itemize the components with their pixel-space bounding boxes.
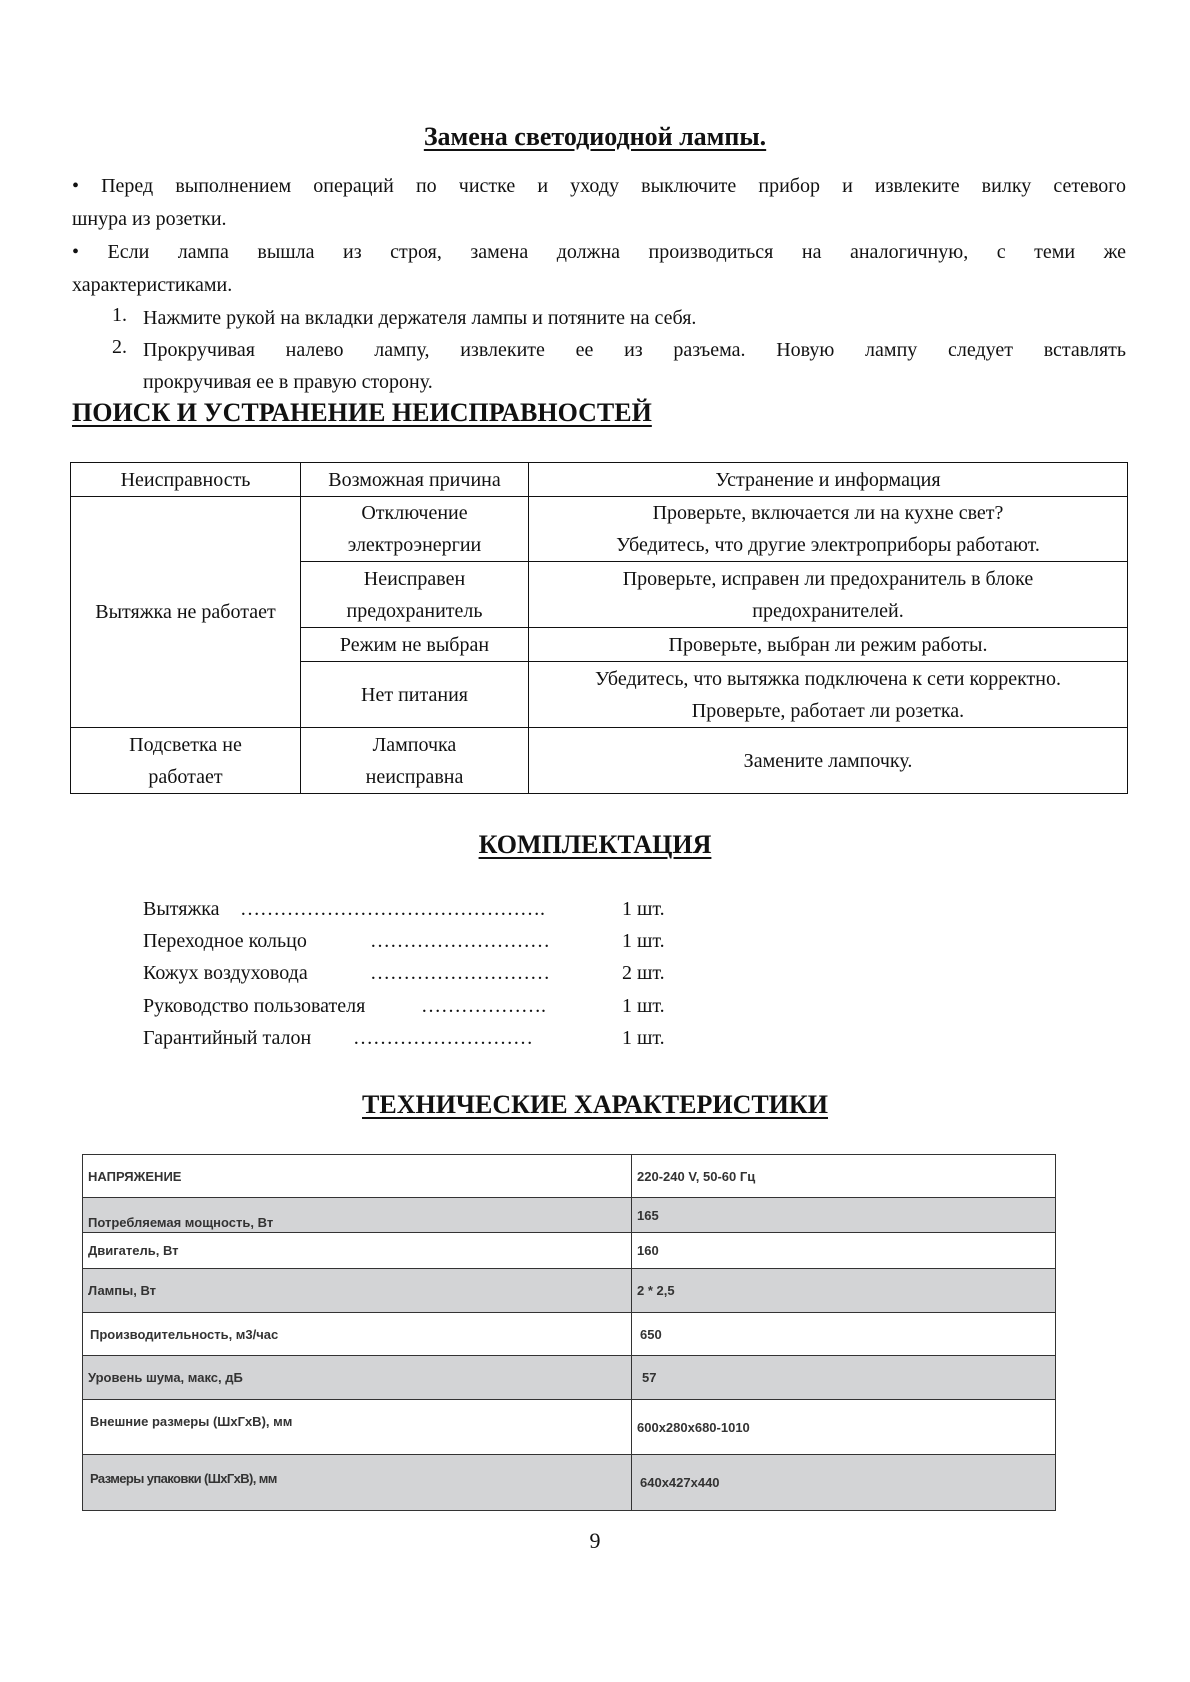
kit-item-qty: 1 шт. bbox=[622, 995, 665, 1017]
spec-row bbox=[83, 1233, 1056, 1269]
spec-value: 640x427x440 bbox=[632, 1455, 1056, 1511]
bullet-2-line-2: характеристиками. bbox=[72, 274, 233, 296]
step-1-text: Нажмите рукой на вкладки держателя лампы и потяните на себя. bbox=[143, 307, 697, 329]
spec-label: Потребляемая мощность, Вт bbox=[83, 1198, 632, 1233]
kit-item-name: Гарантийный талон bbox=[143, 1027, 312, 1049]
kit-item-dots: ………………. bbox=[421, 995, 546, 1017]
table-header-row bbox=[71, 463, 1128, 497]
spec-value: 2 * 2,5 bbox=[632, 1269, 1056, 1313]
bullet-1-line-1: • Перед выполнением операций по чистке и уходу выключите прибор и извлеките вилку сетевого bbox=[72, 175, 1126, 197]
bullet-2-line-1: • Если лампа вышла из строя, замена должна производиться на аналогичную, с теми же bbox=[72, 241, 1126, 263]
spec-row bbox=[83, 1356, 1056, 1400]
kit-item-name: Вытяжка bbox=[143, 898, 220, 920]
spec-value: 600x280x680-1010 bbox=[632, 1400, 1056, 1455]
troubleshooting-title: ПОИСК И УСТРАНЕНИЕ НЕИСПРАВНОСТЕЙ bbox=[72, 398, 652, 427]
kit-title: КОМПЛЕКТАЦИЯ bbox=[478, 830, 712, 859]
spec-label: Внешние размеры (ШхГхВ), мм bbox=[83, 1400, 632, 1455]
spec-label: Лампы, Вт bbox=[83, 1269, 632, 1313]
kit-item-qty: 1 шт. bbox=[622, 930, 665, 952]
spec-label: Производительность, м3/час bbox=[83, 1313, 632, 1356]
cause-cell: Нет питания bbox=[301, 662, 529, 728]
cause-cell: Режим не выбран bbox=[301, 628, 529, 662]
cause-cell: Неисправен предохранитель bbox=[301, 562, 529, 628]
kit-item-qty: 1 шт. bbox=[622, 1027, 665, 1049]
spec-label: Двигатель, Вт bbox=[83, 1233, 632, 1269]
spec-row bbox=[83, 1455, 1056, 1511]
page-number: 9 bbox=[589, 1528, 601, 1553]
fix-cell: Убедитесь, что вытяжка подключена к сети корректно. Проверьте, работает ли розетка. bbox=[529, 662, 1128, 728]
kit-item-name: Кожух воздуховода bbox=[143, 962, 308, 984]
spec-value: 650 bbox=[632, 1313, 1056, 1356]
bullet-1-line-2: шнура из розетки. bbox=[72, 208, 227, 230]
header-fault: Неисправность bbox=[71, 463, 301, 497]
fault-cell: Подсветка не работает bbox=[71, 728, 301, 794]
kit-item-qty: 2 шт. bbox=[622, 962, 665, 984]
led-replacement-title: Замена светодиодной лампы. bbox=[423, 122, 767, 151]
kit-item-dots: ……………………… bbox=[370, 962, 550, 984]
step-2-line-2: прокручивая ее в правую сторону. bbox=[143, 371, 433, 393]
kit-item-dots: ……………………… bbox=[370, 930, 550, 952]
spec-row bbox=[83, 1269, 1056, 1313]
step-2-line-1: Прокручивая налево лампу, извлеките ее из разъема. Новую лампу следует вставлять bbox=[143, 339, 1126, 361]
kit-item-name: Руководство пользователя bbox=[143, 995, 366, 1017]
spec-value: 160 bbox=[632, 1233, 1056, 1269]
spec-row bbox=[83, 1155, 1056, 1198]
table-row bbox=[71, 497, 1128, 562]
header-fix: Устранение и информация bbox=[529, 463, 1128, 497]
fix-cell: Проверьте, выбран ли режим работы. bbox=[529, 628, 1128, 662]
kit-item-dots: ……………………… bbox=[353, 1027, 533, 1049]
spec-value: 57 bbox=[632, 1356, 1056, 1400]
kit-item-dots: ………………………………………. bbox=[240, 898, 545, 920]
step-2-number: 2. bbox=[112, 336, 127, 358]
header-cause: Возможная причина bbox=[301, 463, 529, 497]
spec-value: 220-240 V, 50-60 Гц bbox=[632, 1155, 1056, 1198]
spec-label: НАПРЯЖЕНИЕ bbox=[83, 1155, 632, 1198]
spec-row bbox=[83, 1198, 1056, 1233]
cause-cell: Лампочка неисправна bbox=[301, 728, 529, 794]
step-1-number: 1. bbox=[112, 304, 127, 326]
spec-label: Размеры упаковки (ШхГхВ), мм bbox=[83, 1455, 632, 1511]
fix-cell: Замените лампочку. bbox=[529, 728, 1128, 794]
cause-cell: Отключение электроэнергии bbox=[301, 497, 529, 562]
spec-value: 165 bbox=[632, 1198, 1056, 1233]
table-row bbox=[71, 728, 1128, 794]
spec-label: Уровень шума, макс, дБ bbox=[83, 1356, 632, 1400]
spec-row bbox=[83, 1313, 1056, 1356]
fix-cell: Проверьте, исправен ли предохранитель в блоке предохранителей. bbox=[529, 562, 1128, 628]
specs-title: ТЕХНИЧЕСКИЕ ХАРАКТЕРИСТИКИ bbox=[362, 1090, 828, 1119]
kit-item-name: Переходное кольцо bbox=[143, 930, 307, 952]
kit-item-qty: 1 шт. bbox=[622, 898, 665, 920]
specs-table bbox=[82, 1154, 1056, 1511]
spec-row bbox=[83, 1400, 1056, 1455]
fix-cell: Проверьте, включается ли на кухне свет? Убедитесь, что другие электроприборы работают. bbox=[529, 497, 1128, 562]
fault-cell: Вытяжка не работает bbox=[71, 497, 301, 728]
troubleshooting-table bbox=[70, 462, 1128, 794]
